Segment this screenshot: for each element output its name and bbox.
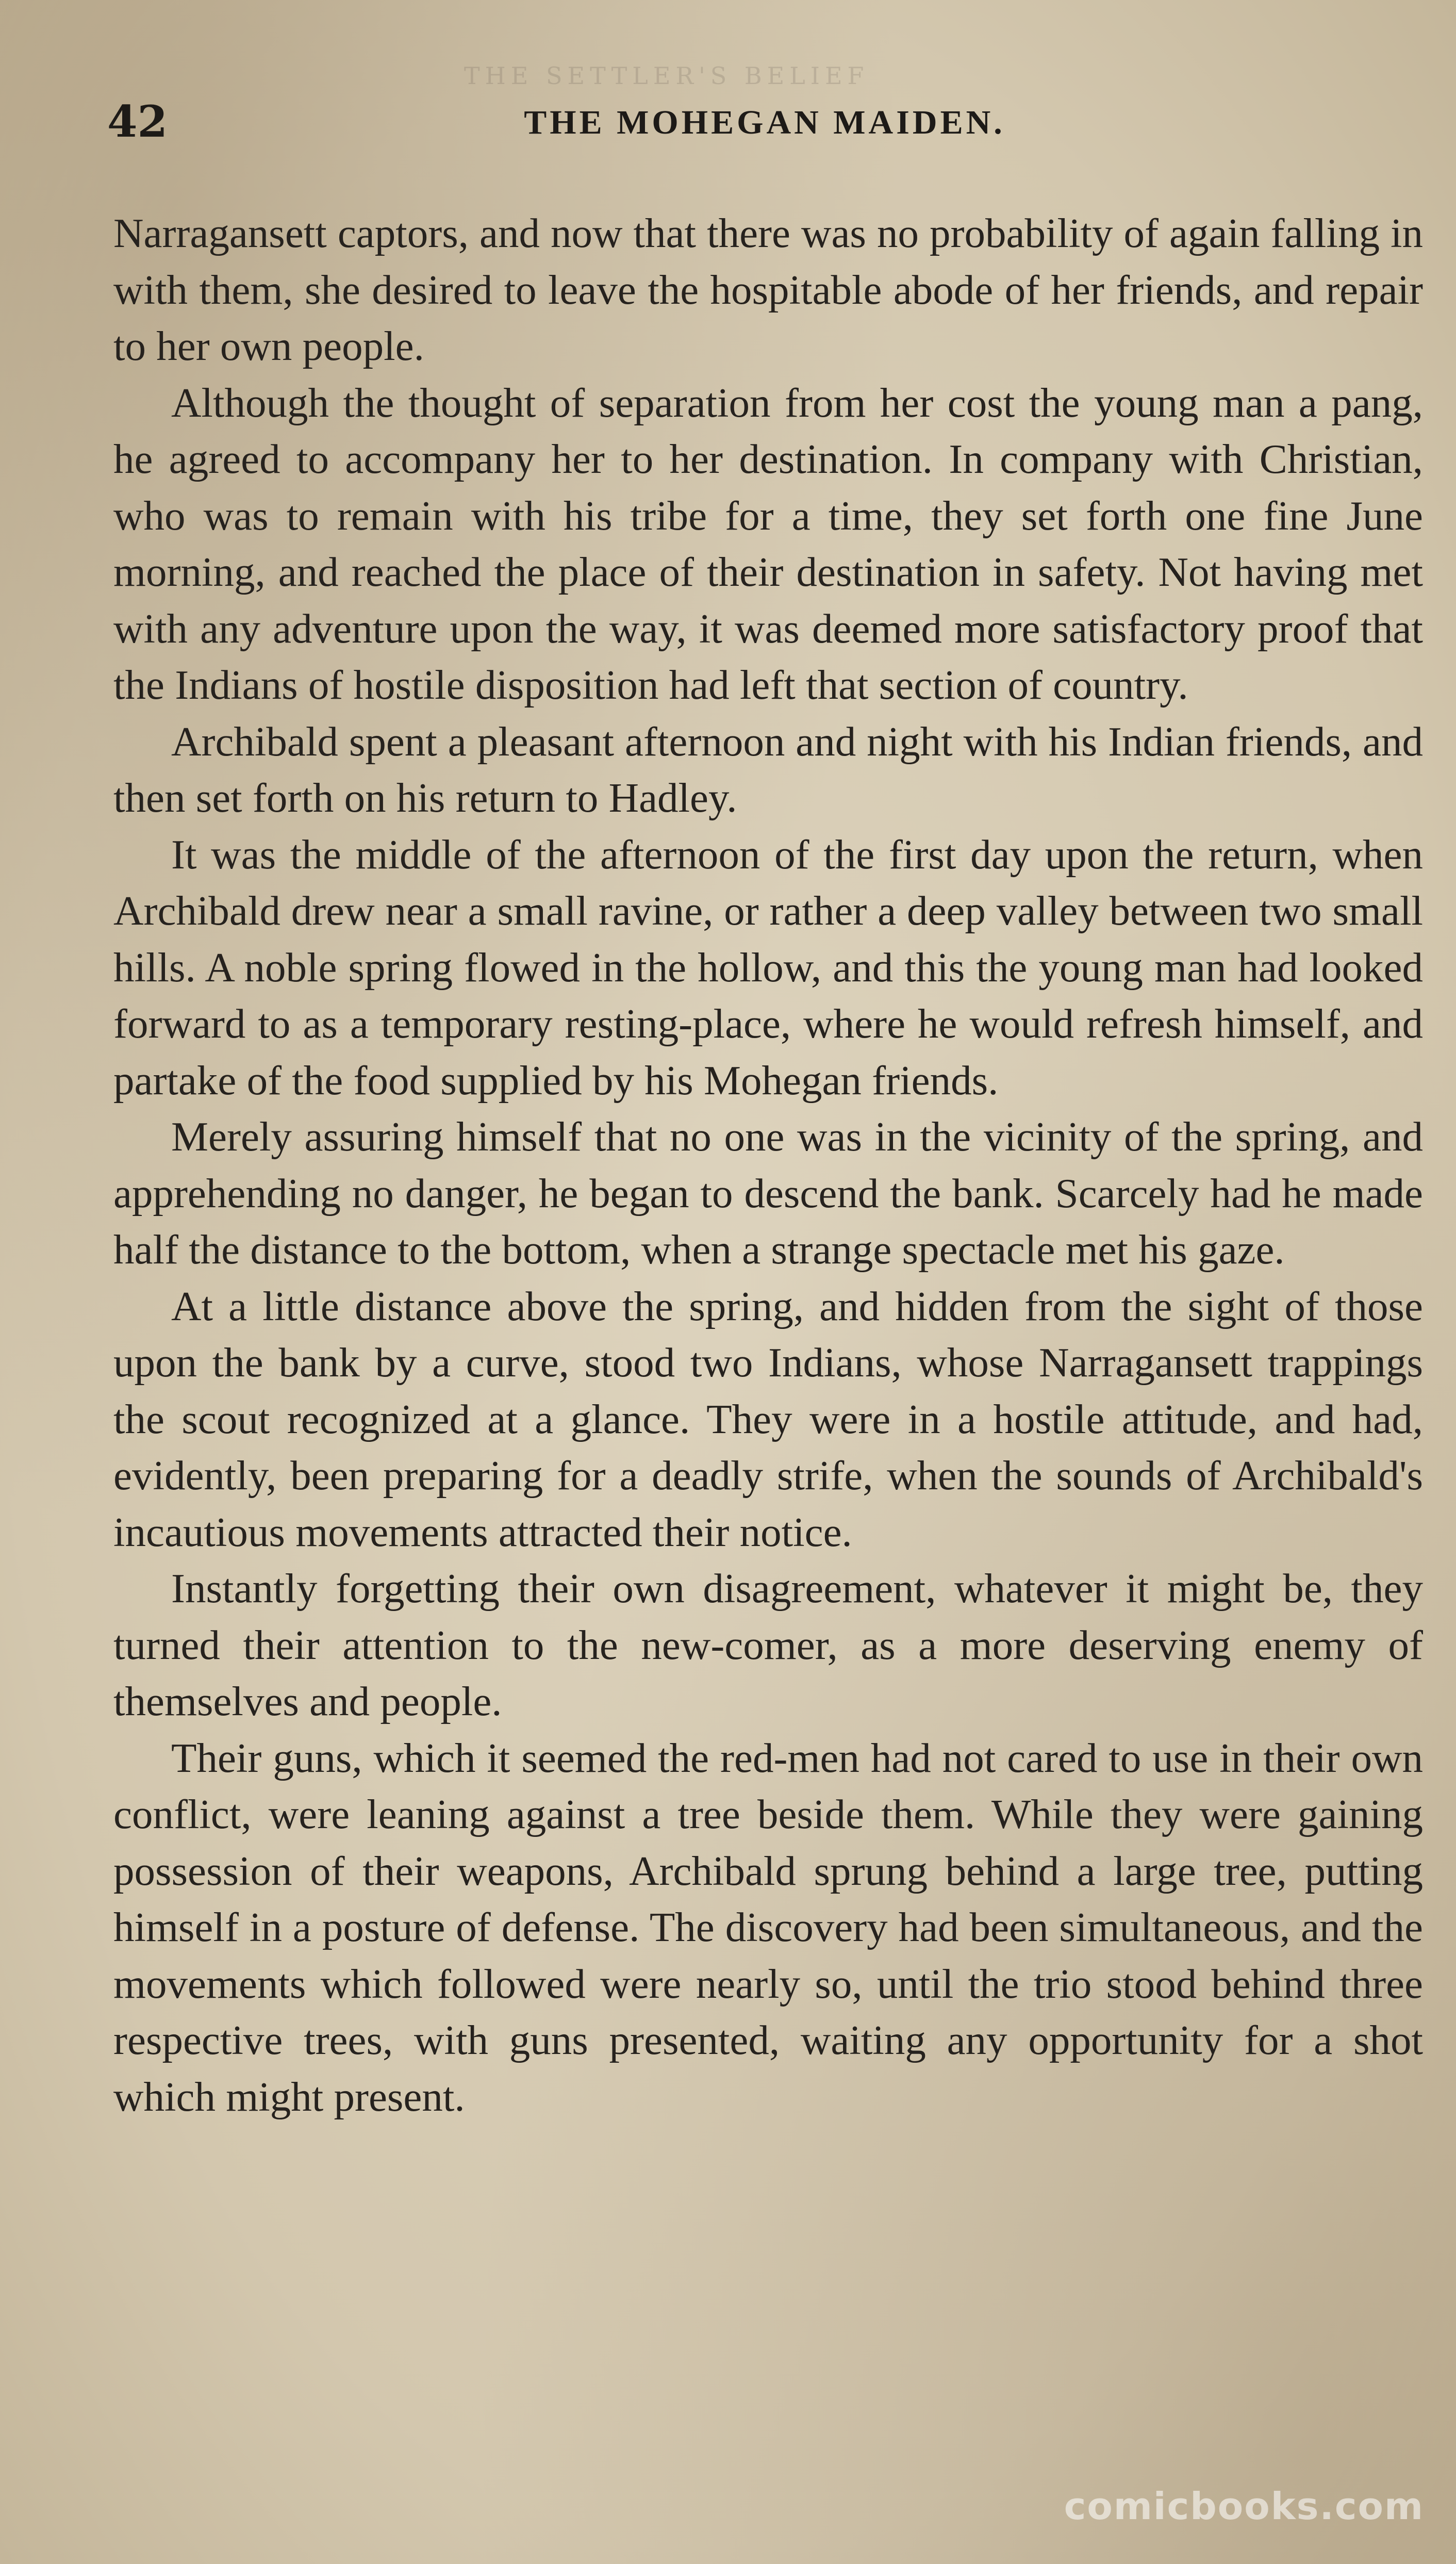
paragraph: Merely assuring himself that no one was in the vicinity of the spring, and apprehending no danger, he began to descend the bank. Scarcely had he made half the distance to the bottom, when a strange spectacle met his gaze. <box>113 1113 1423 1273</box>
paragraph: Instantly forgetting their own disagreement, whatever it might be, they turned their attention to the new-comer, as a more deserving enemy of themselves and people. <box>113 1565 1423 1724</box>
show-through-text: THE SETTLER'S BELIEF <box>464 62 869 90</box>
running-head: THE MOHEGAN MAIDEN. <box>524 104 1005 141</box>
paragraph: Archibald spent a pleasant afternoon and night with his Indian friends, and then set forth on his return to Hadley. <box>113 718 1423 821</box>
page-header <box>107 96 1422 153</box>
paragraph: Narragansett captors, and now that there was no probability of again falling in with them, she desired to leave the hospitable abode of her friends, and repair to her own people. <box>113 210 1423 369</box>
body-text <box>113 205 1423 2125</box>
watermark: comicbooks.com <box>1064 2485 1424 2528</box>
paragraph: It was the middle of the afternoon of the first day upon the return, when Archibald drew near a small ravine, or rather a deep valley between two small hills. A noble spring flowed in the hollow, and this the young man had looked forward to as a temporary resting-place, where he would refresh himself, and partake of the food supplied by his Mohegan friends. <box>113 831 1423 1104</box>
page-number: 42 <box>107 96 168 147</box>
paragraph: At a little distance above the spring, and hidden from the sight of those upon the bank by a curve, stood two Indians, whose Narragansett trappings the scout recognized at a glance. They were in a hostile attitude, and had, evidently, been preparing for a deadly strife, when the sounds of Archibald's incautious movements attracted their notice. <box>113 1283 1423 1555</box>
paragraph: Their guns, which it seemed the red-men had not cared to use in their own conflict, were leaning against a tree beside them. While they were gaining possession of their weapons, Archibald sprung behind a large tree, putting himself in a posture of defense. The discovery had been simultaneous, and the movements which followed were nearly so, until the trio stood behind three respective trees, with guns presented, waiting any opportunity for a shot which might present. <box>113 1734 1423 2120</box>
paragraph: Although the thought of separation from her cost the young man a pang, he agreed to accompany her to her destination. In company with Christian, who was to remain with his tribe for a time, they set forth one fine June morning, and reached the place of their destination in safety. Not having met with any adventure upon the way, it was deemed more satisfactory proof that the Indians of hostile disposition had left that section of country. <box>113 379 1423 708</box>
